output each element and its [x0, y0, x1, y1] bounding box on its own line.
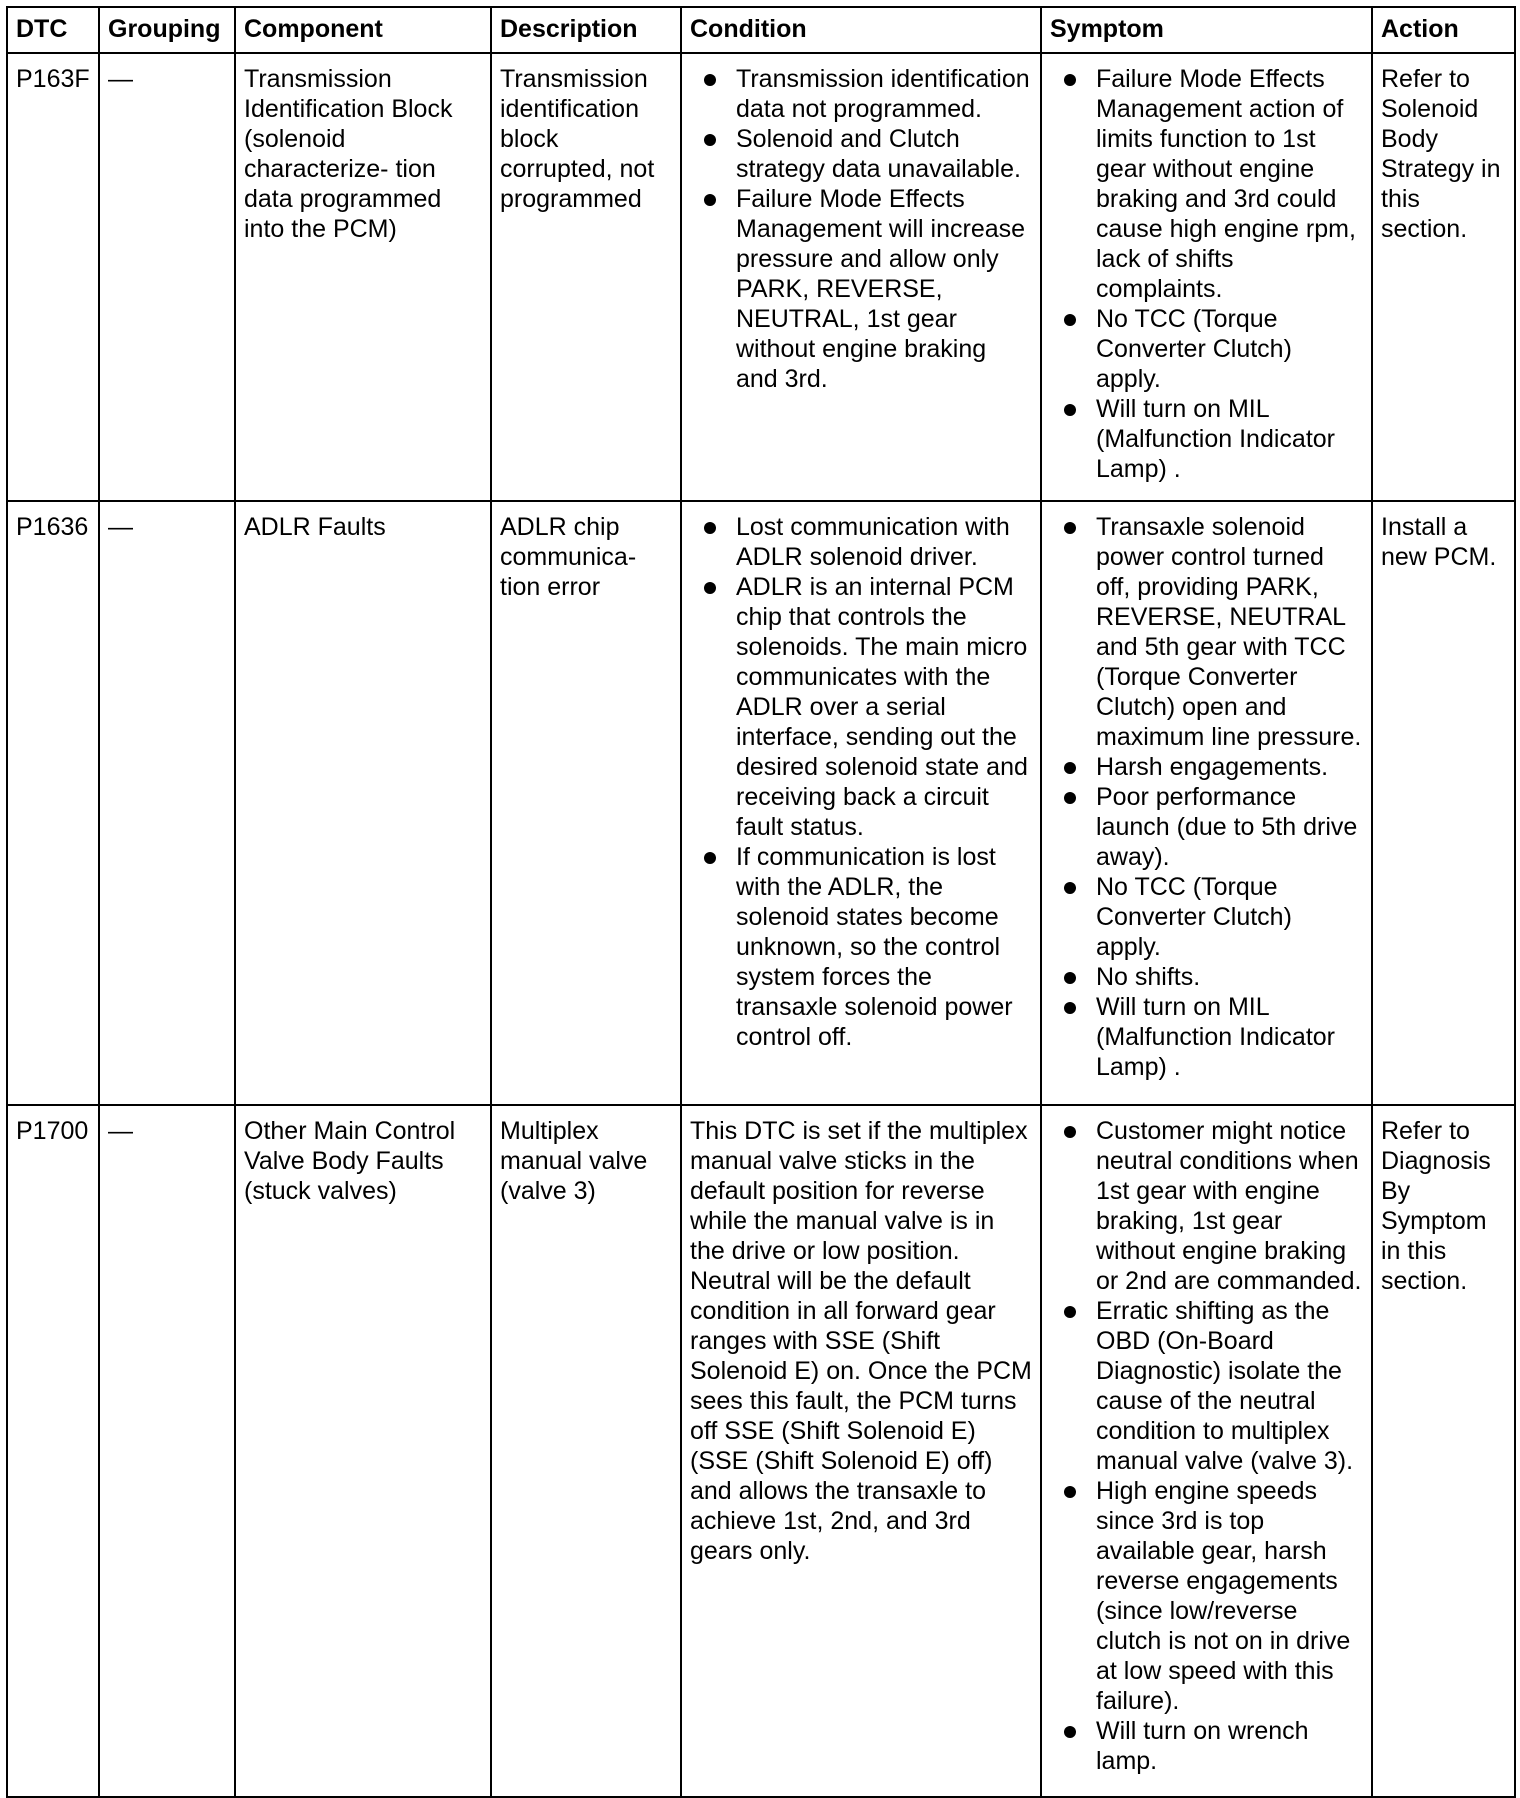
cell-action: Refer to Diagnosis By Symptom in this section. — [1372, 1105, 1515, 1797]
symptom-list — [1050, 1116, 1363, 1776]
condition-item: Transmission identification data not programmed. — [690, 64, 1032, 124]
symptom-item: Poor performance launch (due to 5th drive away). — [1050, 782, 1363, 872]
cell-dtc: P1636 — [7, 501, 99, 1105]
symptom-item: No shifts. — [1050, 962, 1363, 992]
condition-item: Lost communication with ADLR solenoid driver. — [690, 512, 1032, 572]
symptom-item: Failure Mode Effects Management action of limits function to 1st gear without engine braking and 3rd could cause high engine rpm, lack of shifts complaints. — [1050, 64, 1363, 304]
symptom-list — [1050, 512, 1363, 1082]
cell-action: Refer to Solenoid Body Strategy in this section. — [1372, 53, 1515, 501]
table-row — [7, 53, 1515, 501]
cell-symptom — [1041, 501, 1372, 1105]
table-row — [7, 501, 1515, 1105]
cell-symptom — [1041, 53, 1372, 501]
cell-description: Transmission identification block corrupted, not programmed — [491, 53, 681, 501]
table-header-row — [7, 7, 1515, 53]
condition-list — [690, 512, 1032, 1052]
header-action: Action — [1372, 7, 1515, 53]
symptom-item: No TCC (Torque Converter Clutch) apply. — [1050, 304, 1363, 394]
symptom-item: Will turn on MIL (Malfunction Indicator Lamp) . — [1050, 992, 1363, 1082]
condition-item: Solenoid and Clutch strategy data unavailable. — [690, 124, 1032, 184]
symptom-item: Transaxle solenoid power control turned off, providing PARK, REVERSE, NEUTRAL and 5th gear with TCC (Torque Converter Clutch) open and maximum line pressure. — [1050, 512, 1363, 752]
cell-grouping: — — [99, 1105, 235, 1797]
condition-text: This DTC is set if the multiplex manual valve sticks in the default position for reverse while the manual valve is in the drive or low position. Neutral will be the default condition in all forward gear ranges with SSE (Shift Solenoid E) on. Once the PCM sees this fault, the PCM turns off SSE (Shift Solenoid E) (SSE (Shift Solenoid E) off) and allows the transaxle to achieve 1st, 2nd, and 3rd gears only. — [690, 1117, 1032, 1565]
header-condition: Condition — [681, 7, 1041, 53]
condition-item: ADLR is an internal PCM chip that controls the solenoids. The main micro communicates with the ADLR over a serial interface, sending out the desired solenoid state and receiving back a circuit fault status. — [690, 572, 1032, 842]
cell-component: Other Main Control Valve Body Faults (stuck valves) — [235, 1105, 491, 1797]
symptom-item: Customer might notice neutral conditions when 1st gear with engine braking, 1st gear without engine braking or 2nd are commanded. — [1050, 1116, 1363, 1296]
dtc-table — [6, 6, 1516, 1798]
cell-component: ADLR Faults — [235, 501, 491, 1105]
header-description: Description — [491, 7, 681, 53]
symptom-item: Erratic shifting as the OBD (On-Board Diagnostic) isolate the cause of the neutral condition to multiplex manual valve (valve 3). — [1050, 1296, 1363, 1476]
condition-item: Failure Mode Effects Management will increase pressure and allow only PARK, REVERSE, NEUTRAL, 1st gear without engine braking and 3rd. — [690, 184, 1032, 394]
symptom-item: No TCC (Torque Converter Clutch) apply. — [1050, 872, 1363, 962]
header-symptom: Symptom — [1041, 7, 1372, 53]
dtc-table-container — [6, 6, 1514, 1798]
symptom-item: Will turn on MIL (Malfunction Indicator Lamp) . — [1050, 394, 1363, 484]
header-grouping: Grouping — [99, 7, 235, 53]
cell-component: Transmission Identification Block (solenoid characterize- tion data programmed into the PCM) — [235, 53, 491, 501]
condition-list — [690, 64, 1032, 394]
cell-grouping: — — [99, 53, 235, 501]
symptom-item: Will turn on wrench lamp. — [1050, 1716, 1363, 1776]
symptom-item: High engine speeds since 3rd is top available gear, harsh reverse engagements (since low/reverse clutch is not on in drive at low speed with this failure). — [1050, 1476, 1363, 1716]
symptom-item: Harsh engagements. — [1050, 752, 1363, 782]
cell-symptom — [1041, 1105, 1372, 1797]
cell-dtc: P1700 — [7, 1105, 99, 1797]
cell-condition — [681, 501, 1041, 1105]
cell-condition — [681, 1105, 1041, 1797]
cell-description: Multiplex manual valve (valve 3) — [491, 1105, 681, 1797]
cell-description: ADLR chip communica- tion error — [491, 501, 681, 1105]
cell-dtc: P163F — [7, 53, 99, 501]
cell-action: Install a new PCM. — [1372, 501, 1515, 1105]
header-dtc: DTC — [7, 7, 99, 53]
condition-item: If communication is lost with the ADLR, the solenoid states become unknown, so the control system forces the transaxle solenoid power control off. — [690, 842, 1032, 1052]
header-component: Component — [235, 7, 491, 53]
symptom-list — [1050, 64, 1363, 484]
cell-condition — [681, 53, 1041, 501]
cell-grouping: — — [99, 501, 235, 1105]
table-row — [7, 1105, 1515, 1797]
